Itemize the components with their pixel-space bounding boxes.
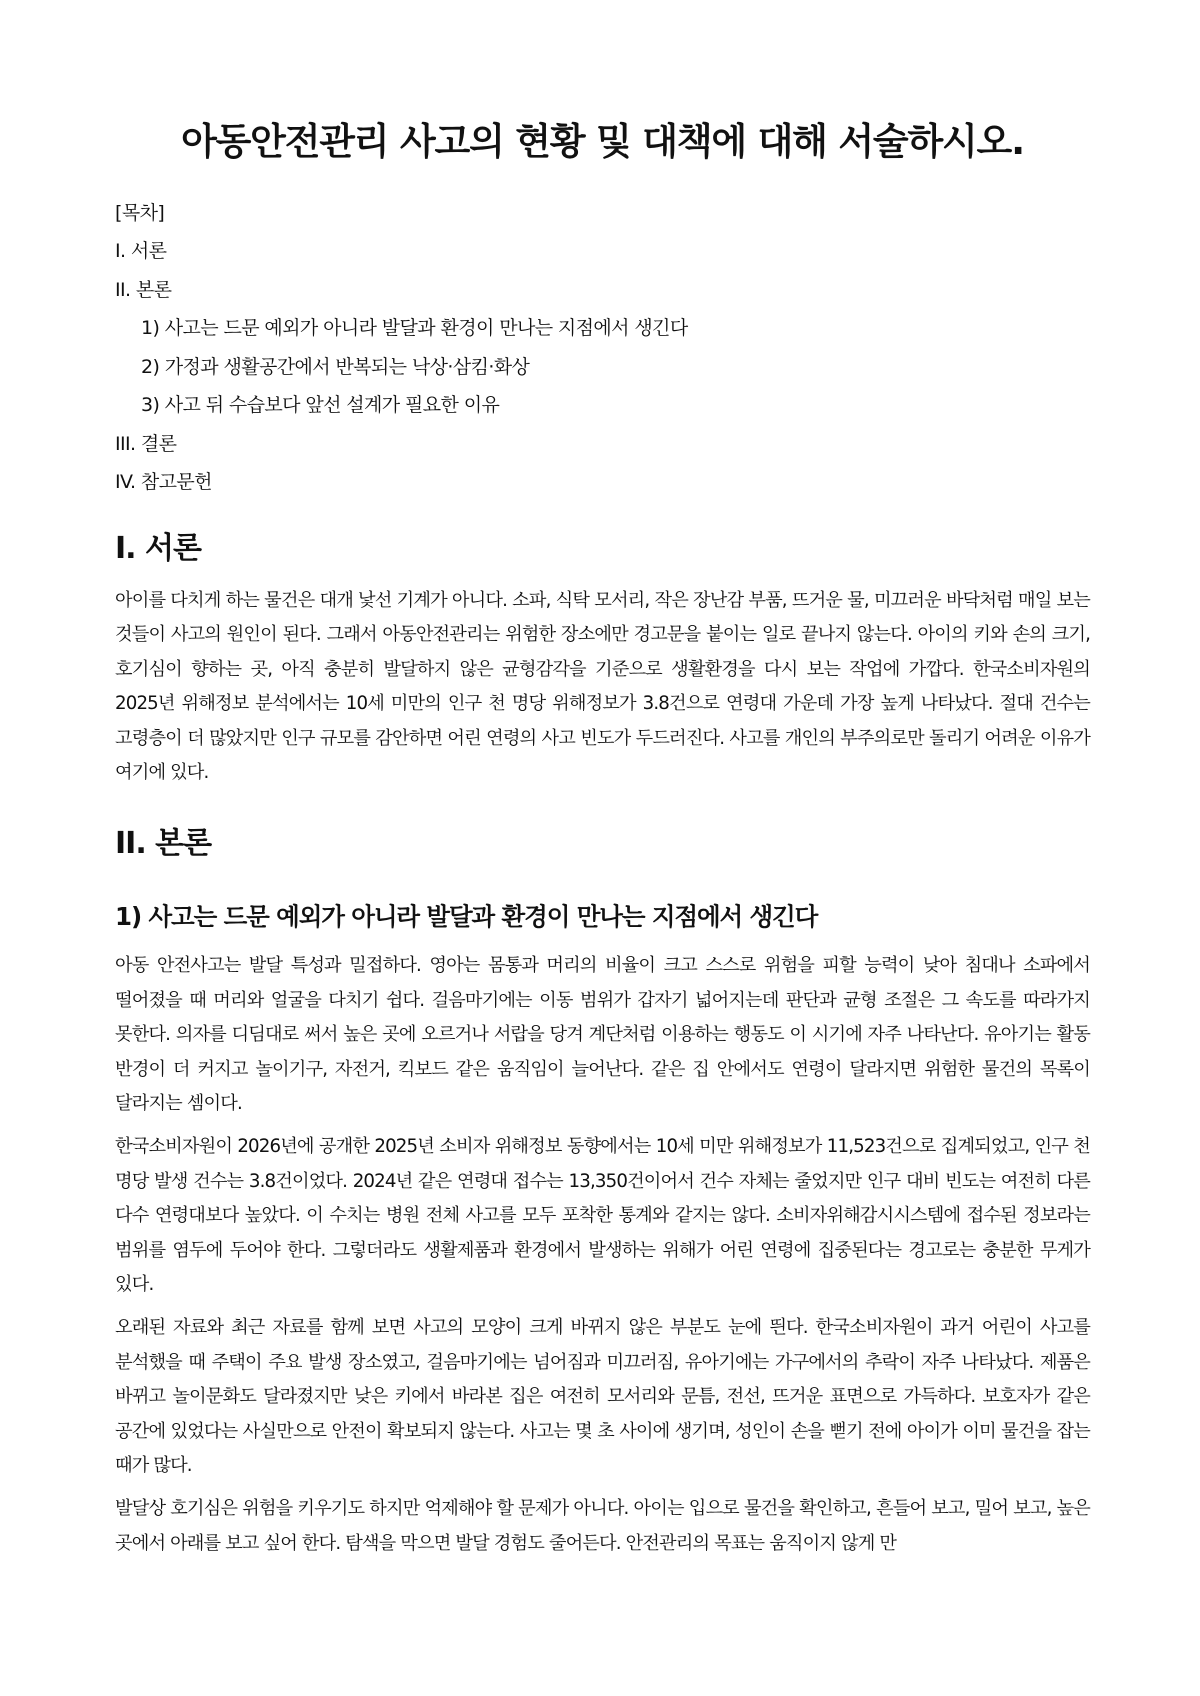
paragraph: 한국소비자원이 2026년에 공개한 2025년 소비자 위해정보 동향에서는 10세 미만 위해정보가 11,523건으로 집계되었고, 인구 천 명당 발생 건수는 3.8건이었다. 2024년 같은 연령대 접수는 13,350건이어서 건수 자체는 줄었지만 인구 대비 빈도는 여전히 다른 다수 연령대보다 높았다. 이 수치는 병원 전체 사고를 모두 포착한 통계와 같지는 않다. 소비자위해감시시스템에 접수된 정보라는 범위를 염두에 두어야 한다. 그렇더라도 생활제품과 환경에서 발생하는 위해가 어린 연령에 집중된다는 경고로는 충분한 무게가 있다.	[115, 1136, 1090, 1296]
subsection-heading-1: 1) 사고는 드문 예외가 아니라 발달과 환경이 만나는 지점에서 생긴다	[115, 902, 818, 932]
section-intro	[115, 526, 1090, 792]
paragraph: 아이를 다치게 하는 물건은 대개 낯선 기계가 아니다. 소파, 식탁 모서리, 작은 장난감 부품, 뜨거운 물, 미끄러운 바닥처럼 매일 보는 것들이 사고의 원인이 된다. 그래서 아동안전관리는 위험한 장소에만 경고문을 붙이는 일로 끝나지 않는다. 아이의 키와 손의 크기, 호기심이 향하는 곳, 아직 충분히 발달하지 않은 균형감각을 기준으로 생활환경을 다시 보는 작업에 가깝다. 한국소비자원의 2025년 위해정보 분석에서는 10세 미만의 인구 천 명당 위해정보가 3.8건으로 연령대 가운데 가장 높게 나타났다. 절대 건수는 고령층이 더 많았지만 인구 규모를 감안하면 어린 연령의 사고 빈도가 두드러진다. 사고를 개인의 부주의로만 돌리기 어려운 이유가 여기에 있다.	[115, 589, 1090, 784]
toc-item-conclusion: III. 결론	[115, 432, 177, 455]
section-heading-body: II. 본론	[115, 826, 212, 862]
section-body	[115, 821, 1090, 1561]
section-spacer	[115, 799, 1090, 821]
document-title: 아동안전관리 사고의 현황 및 대책에 대해 서술하시오.	[181, 120, 1024, 163]
toc-item-body-2: 2) 가정과 생활공간에서 반복되는 낙상·삼킴·화상	[141, 355, 530, 378]
toc-item-intro: I. 서론	[115, 240, 167, 262]
toc-item-body: II. 본론	[115, 278, 172, 301]
paragraph: 발달상 호기심은 위험을 키우기도 하지만 억제해야 할 문제가 아니다. 아이는 입으로 물건을 확인하고, 흔들어 보고, 밀어 보고, 높은 곳에서 아래를 보고 싶어 한다. 탐색을 막으면 발달 경험도 줄어든다. 안전관리의 목표는 움직이지 않게 만	[115, 1497, 1090, 1554]
toc-list	[115, 232, 1090, 502]
paragraph: 오래된 자료와 최근 자료를 함께 보면 사고의 모양이 크게 바뀌지 않은 부분도 눈에 띈다. 한국소비자원이 과거 어린이 사고를 분석했을 때 주택이 주요 발생 장소였고, 걸음마기에는 넘어짐과 미끄러짐, 유아기에는 가구에서의 추락이 자주 나타났다. 제품은 바뀌고 놀이문화도 달라졌지만 낮은 키에서 바라본 집은 여전히 모서리와 문틈, 전선, 뜨거운 표면으로 가득하다. 보호자가 같은 공간에 있었다는 사실만으로 안전이 확보되지 않는다. 사고는 몇 초 사이에 생기며, 성인이 손을 뻗기 전에 아이가 이미 물건을 잡는 때가 많다.	[115, 1317, 1090, 1477]
paragraph: 아동 안전사고는 발달 특성과 밀접하다. 영아는 몸통과 머리의 비율이 크고 스스로 위험을 피할 능력이 낮아 침대나 소파에서 떨어졌을 때 머리와 얼굴을 다치기 쉽다. 걸음마기에는 이동 범위가 갑자기 넓어지는데 판단과 균형 조절은 그 속도를 따라가지 못한다. 의자를 디딤대로 써서 높은 곳에 오르거나 서랍을 당겨 계단처럼 이용하는 행동도 이 시기에 자주 나타난다. 유아기는 활동 반경이 더 커지고 놀이기구, 자전거, 킥보드 같은 움직임이 늘어난다. 같은 집 안에서도 연령이 달라지면 위험한 물건의 목록이 달라지는 셈이다.	[115, 955, 1090, 1115]
toc-item-body-1: 1) 사고는 드문 예외가 아니라 발달과 환경이 만나는 지점에서 생긴다	[141, 317, 688, 339]
table-of-contents	[115, 194, 1090, 502]
toc-item-references: IV. 참고문헌	[115, 471, 212, 493]
toc-item-body-3: 3) 사고 뒤 수습보다 앞선 설계가 필요한 이유	[141, 394, 500, 416]
toc-heading: [목차]	[115, 202, 165, 224]
section-heading-intro: I. 서론	[115, 530, 201, 566]
